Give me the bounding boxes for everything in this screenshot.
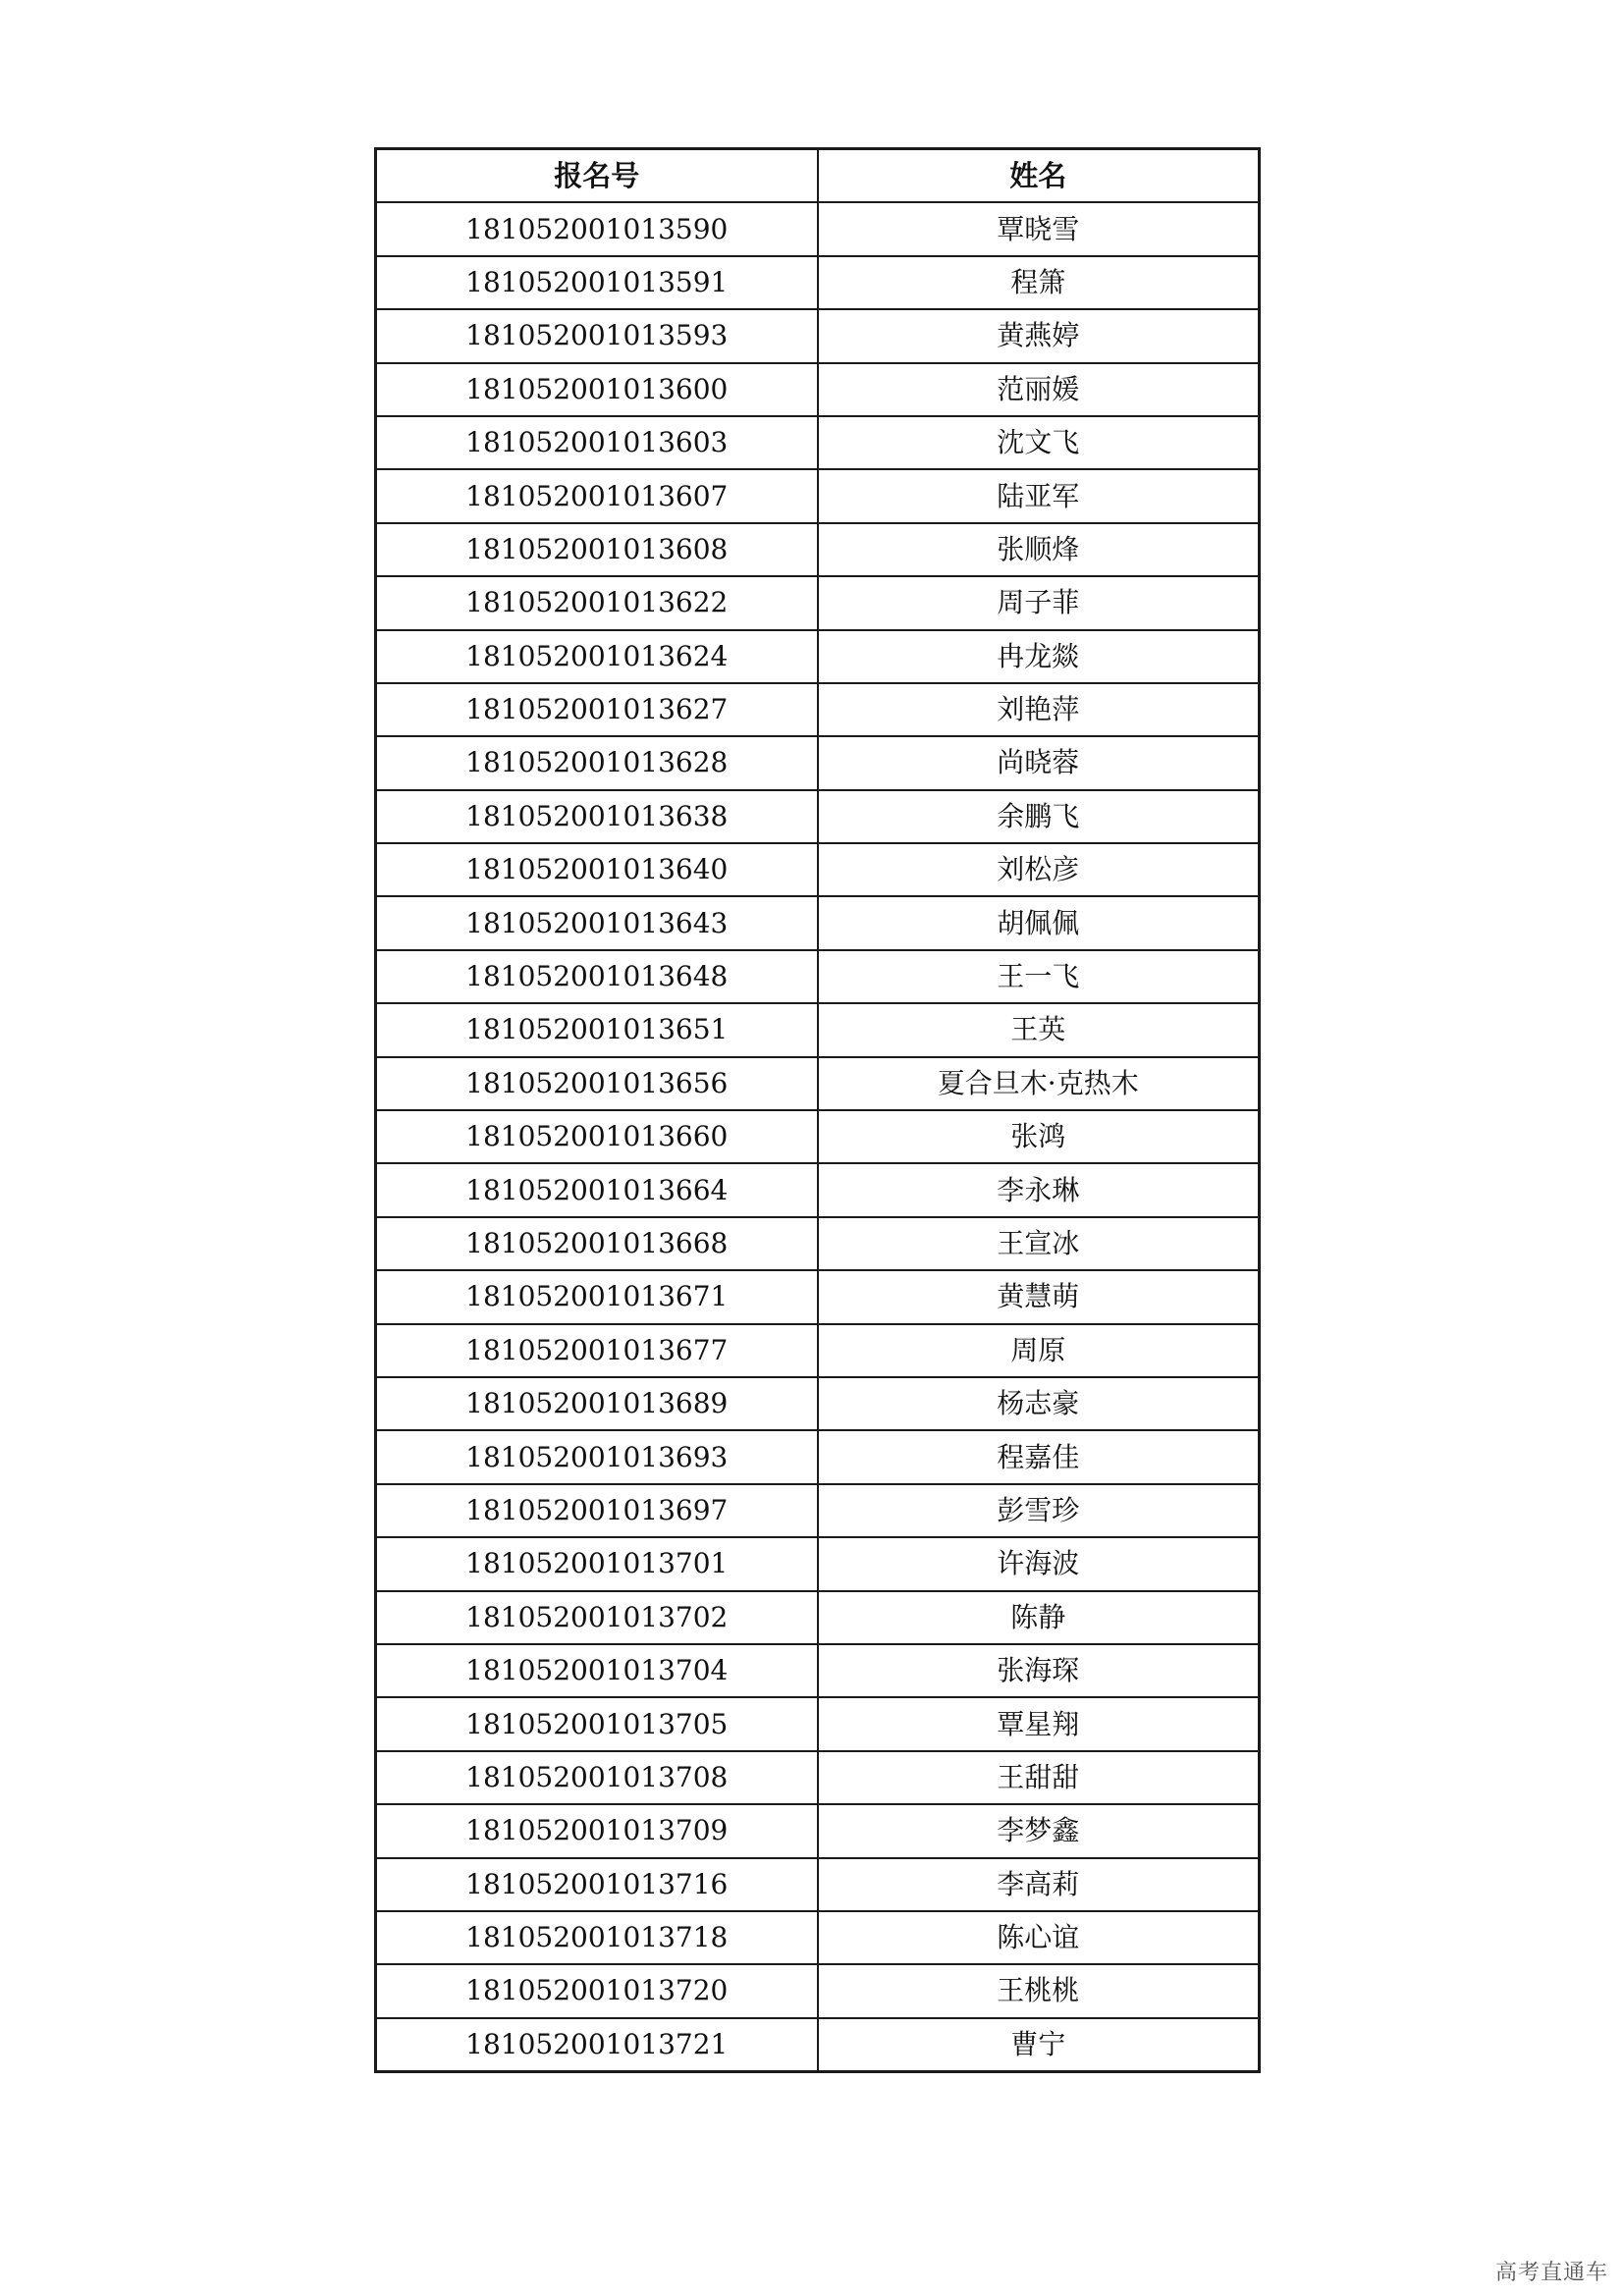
table-row	[376, 1057, 1260, 1110]
table-header-row	[376, 149, 1260, 203]
registration-number-cell: 181052001013702	[376, 1591, 818, 1644]
registration-number-cell: 181052001013701	[376, 1537, 818, 1590]
registration-number-cell: 181052001013600	[376, 363, 818, 416]
table-row	[376, 790, 1260, 843]
registration-number-cell: 181052001013718	[376, 1911, 818, 1964]
table-row	[376, 896, 1260, 949]
registration-number-cell: 181052001013660	[376, 1110, 818, 1163]
registration-number-cell: 181052001013624	[376, 630, 818, 683]
admission-list-table	[374, 147, 1261, 2073]
header-registration-number: 报名号	[376, 149, 818, 203]
table-row	[376, 1697, 1260, 1750]
table-row	[376, 843, 1260, 896]
name-cell: 刘艳萍	[818, 683, 1260, 736]
registration-number-cell: 181052001013651	[376, 1003, 818, 1056]
name-cell: 覃晓雪	[818, 202, 1260, 255]
registration-number-cell: 181052001013693	[376, 1430, 818, 1483]
table-row	[376, 309, 1260, 362]
table-row	[376, 1163, 1260, 1216]
table-row	[376, 1911, 1260, 1964]
table-row	[376, 1110, 1260, 1163]
registration-number-cell: 181052001013709	[376, 1804, 818, 1857]
name-cell: 程嘉佳	[818, 1430, 1260, 1483]
registration-number-cell: 181052001013689	[376, 1377, 818, 1430]
name-cell: 王甜甜	[818, 1751, 1260, 1804]
name-cell: 彭雪珍	[818, 1484, 1260, 1537]
table-row	[376, 256, 1260, 309]
table-row	[376, 576, 1260, 629]
table-row	[376, 1377, 1260, 1430]
registration-number-cell: 181052001013648	[376, 950, 818, 1003]
table-row	[376, 683, 1260, 736]
name-cell: 余鹏飞	[818, 790, 1260, 843]
registration-number-cell: 181052001013664	[376, 1163, 818, 1216]
name-cell: 沈文飞	[818, 416, 1260, 469]
table-body	[376, 202, 1260, 2071]
registration-number-cell: 181052001013638	[376, 790, 818, 843]
name-cell: 陆亚军	[818, 469, 1260, 522]
table-row	[376, 1217, 1260, 1270]
registration-number-cell: 181052001013708	[376, 1751, 818, 1804]
table-row	[376, 1484, 1260, 1537]
watermark-text: 高考直通车	[1494, 2261, 1608, 2285]
table-row	[376, 523, 1260, 576]
name-cell: 王宣冰	[818, 1217, 1260, 1270]
table-row	[376, 416, 1260, 469]
name-cell: 周子菲	[818, 576, 1260, 629]
registration-number-cell: 181052001013668	[376, 1217, 818, 1270]
table-row	[376, 1003, 1260, 1056]
table-row	[376, 1324, 1260, 1377]
registration-number-cell: 181052001013697	[376, 1484, 818, 1537]
header-name: 姓名	[818, 149, 1260, 203]
name-cell: 黄慧萌	[818, 1270, 1260, 1323]
table-row	[376, 950, 1260, 1003]
name-cell: 李高莉	[818, 1858, 1260, 1911]
name-cell: 张鸿	[818, 1110, 1260, 1163]
table-row	[376, 1964, 1260, 2017]
name-cell: 范丽媛	[818, 363, 1260, 416]
name-cell: 张海琛	[818, 1644, 1260, 1697]
registration-number-cell: 181052001013704	[376, 1644, 818, 1697]
name-cell: 陈静	[818, 1591, 1260, 1644]
registration-number-cell: 181052001013640	[376, 843, 818, 896]
registration-number-cell: 181052001013607	[376, 469, 818, 522]
table-row	[376, 1858, 1260, 1911]
table-row	[376, 1591, 1260, 1644]
name-cell: 黄燕婷	[818, 309, 1260, 362]
name-cell: 夏合旦木·克热木	[818, 1057, 1260, 1110]
name-cell: 王一飞	[818, 950, 1260, 1003]
registration-number-cell: 181052001013608	[376, 523, 818, 576]
table-row	[376, 1751, 1260, 1804]
registration-number-cell: 181052001013590	[376, 202, 818, 255]
name-cell: 李梦鑫	[818, 1804, 1260, 1857]
name-cell: 周原	[818, 1324, 1260, 1377]
name-cell: 覃星翔	[818, 1697, 1260, 1750]
name-cell: 程箫	[818, 256, 1260, 309]
table-row	[376, 1804, 1260, 1857]
name-cell: 王英	[818, 1003, 1260, 1056]
table-row	[376, 363, 1260, 416]
name-cell: 曹宁	[818, 2018, 1260, 2072]
table-row	[376, 1430, 1260, 1483]
name-cell: 张顺烽	[818, 523, 1260, 576]
table-row	[376, 1644, 1260, 1697]
table-row	[376, 2018, 1260, 2072]
name-cell: 陈心谊	[818, 1911, 1260, 1964]
table-row	[376, 1270, 1260, 1323]
registration-number-cell: 181052001013643	[376, 896, 818, 949]
table-row	[376, 1537, 1260, 1590]
name-cell: 刘松彦	[818, 843, 1260, 896]
name-cell: 王桃桃	[818, 1964, 1260, 2017]
name-cell: 许海波	[818, 1537, 1260, 1590]
registration-number-cell: 181052001013628	[376, 736, 818, 789]
table-row	[376, 202, 1260, 255]
table-row	[376, 469, 1260, 522]
registration-number-cell: 181052001013677	[376, 1324, 818, 1377]
name-cell: 胡佩佩	[818, 896, 1260, 949]
name-cell: 李永琳	[818, 1163, 1260, 1216]
registration-number-cell: 181052001013671	[376, 1270, 818, 1323]
registration-number-cell: 181052001013593	[376, 309, 818, 362]
table-row	[376, 736, 1260, 789]
registration-number-cell: 181052001013627	[376, 683, 818, 736]
registration-number-cell: 181052001013705	[376, 1697, 818, 1750]
name-cell: 冉龙燚	[818, 630, 1260, 683]
registration-number-cell: 181052001013720	[376, 1964, 818, 2017]
table-row	[376, 630, 1260, 683]
name-cell: 杨志豪	[818, 1377, 1260, 1430]
registration-number-cell: 181052001013716	[376, 1858, 818, 1911]
name-cell: 尚晓蓉	[818, 736, 1260, 789]
registration-number-cell: 181052001013721	[376, 2018, 818, 2072]
registration-number-cell: 181052001013591	[376, 256, 818, 309]
registration-number-cell: 181052001013603	[376, 416, 818, 469]
registration-number-cell: 181052001013656	[376, 1057, 818, 1110]
registration-number-cell: 181052001013622	[376, 576, 818, 629]
